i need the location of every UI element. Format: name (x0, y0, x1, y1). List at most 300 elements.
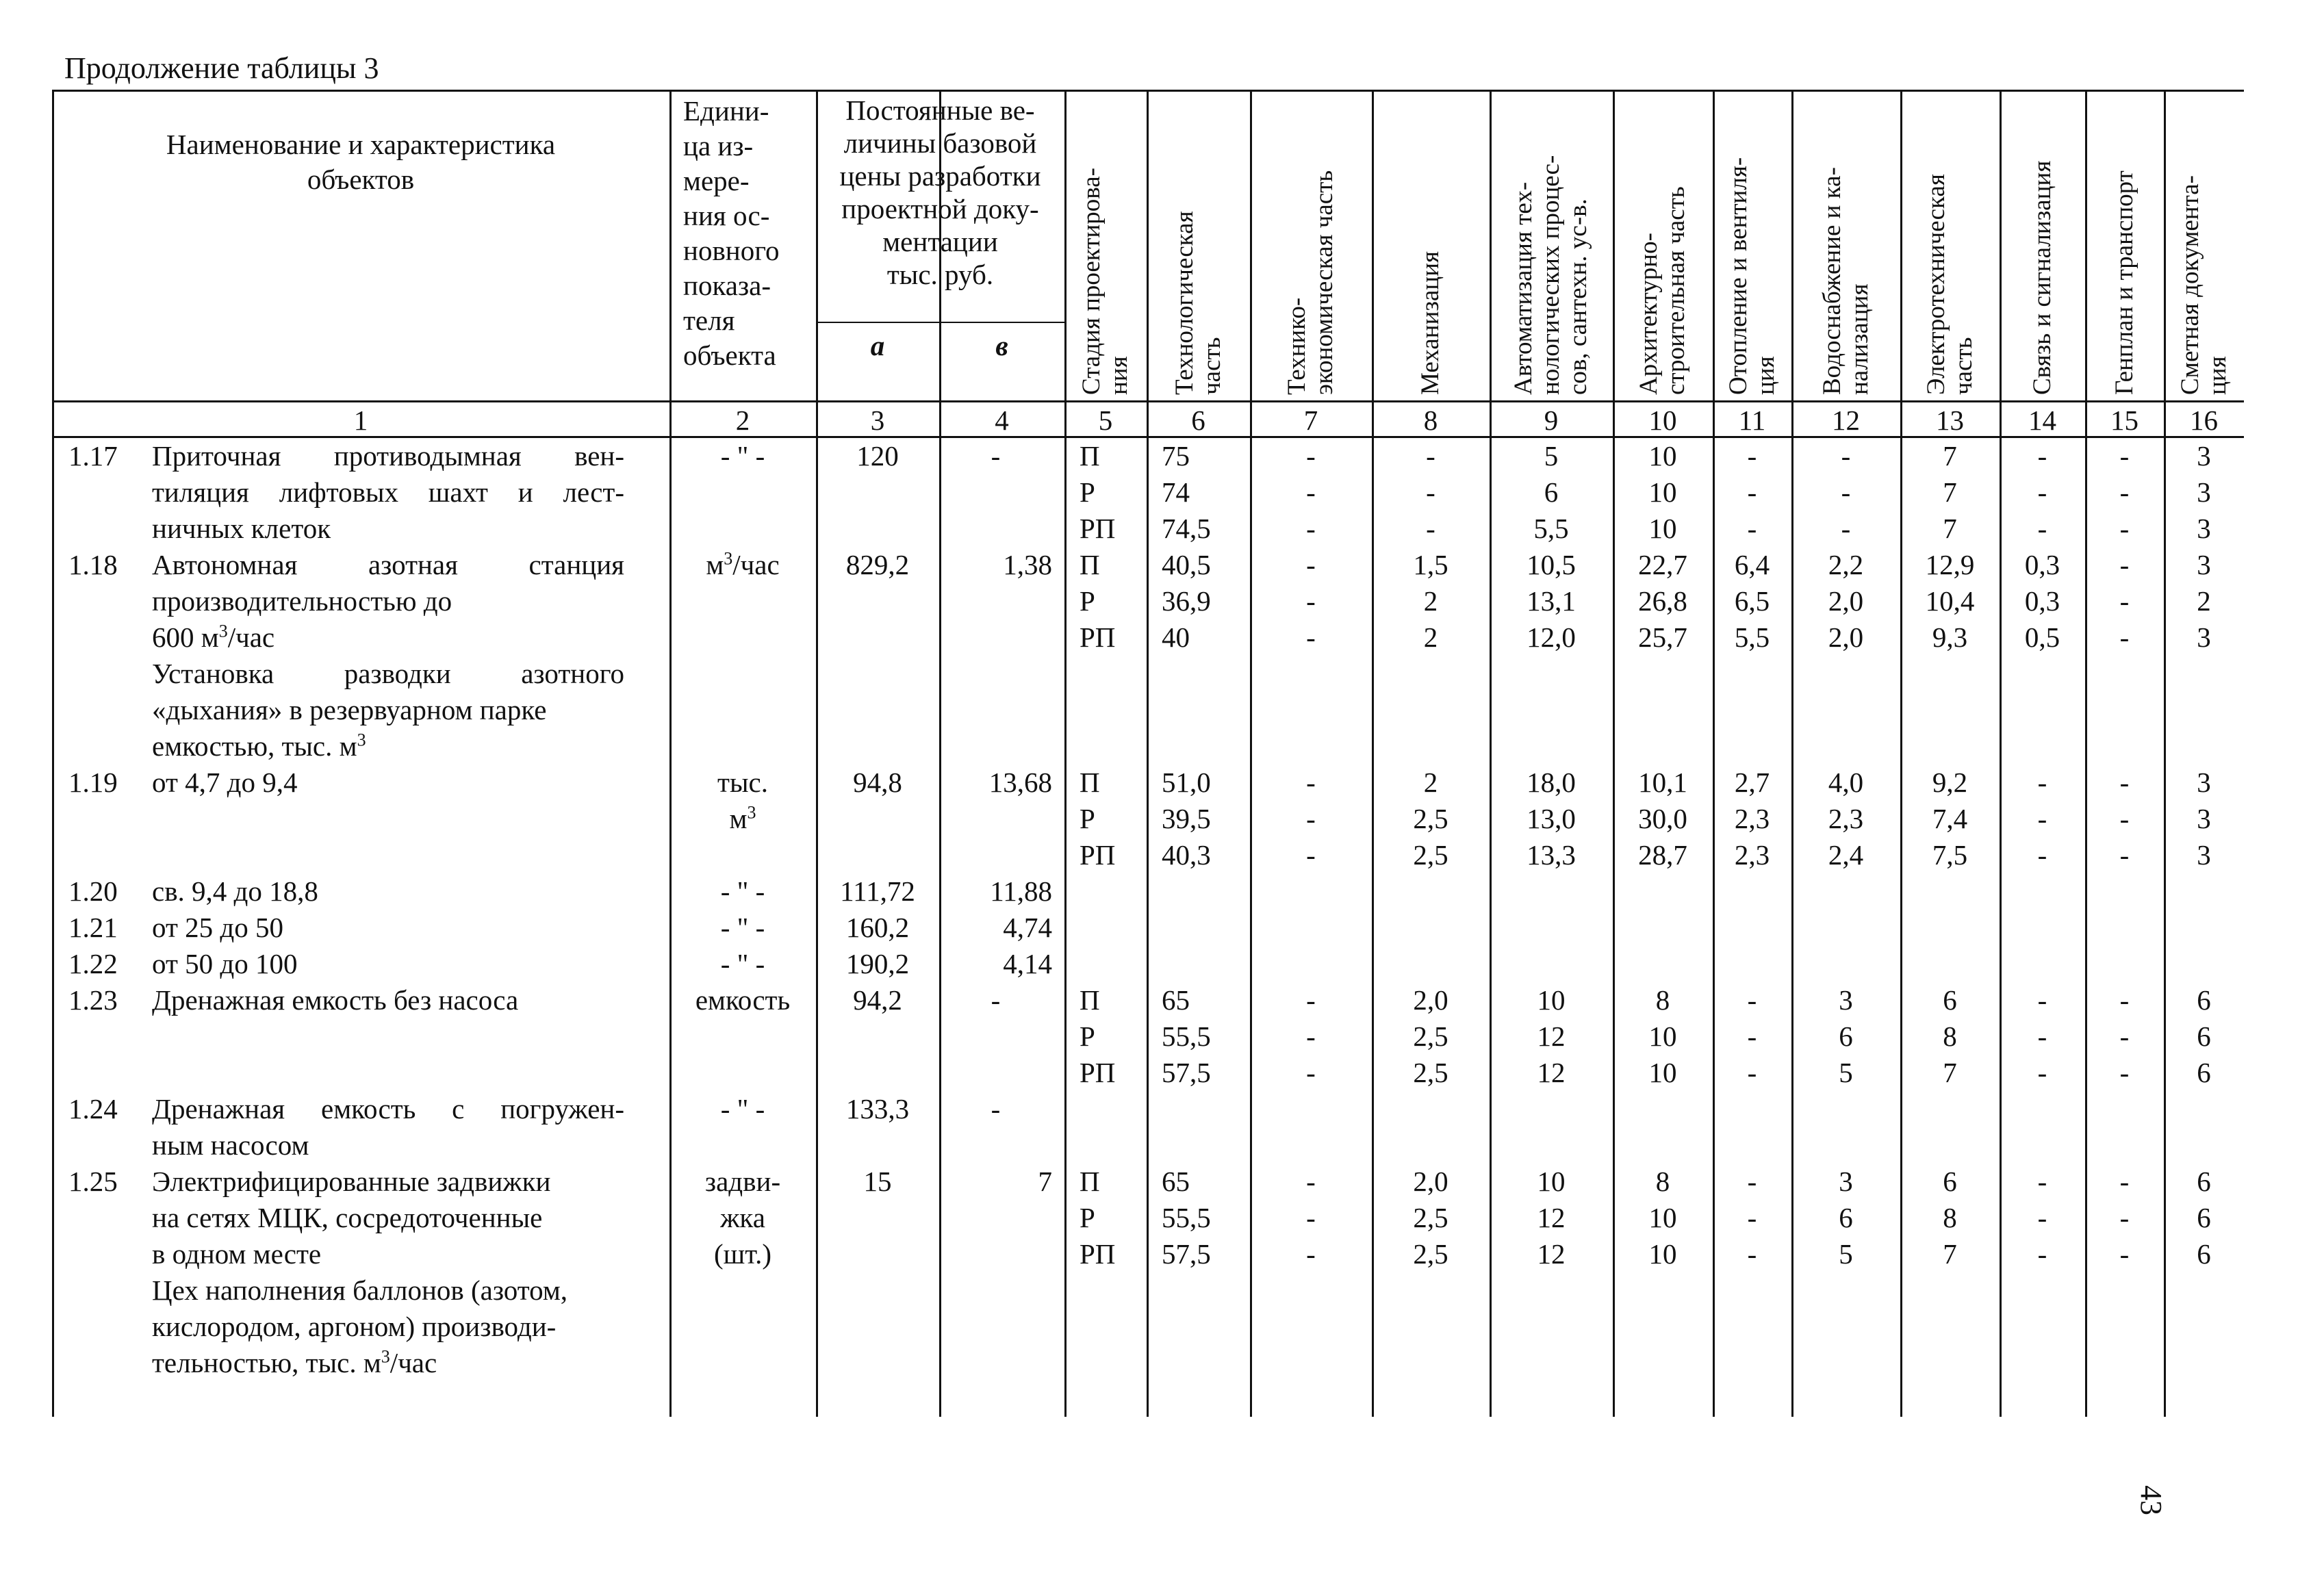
row-number: 1.20 (68, 875, 118, 907)
row-stage-cell: - (1306, 767, 1316, 798)
row-stage-cell: 3 (2197, 621, 2211, 653)
row-stage-cell: 6,4 (1734, 549, 1770, 580)
header-vertical-line: ция (2203, 356, 2232, 395)
row-stage-cell: - (2119, 1057, 2130, 1088)
column-number: 16 (2190, 405, 2218, 436)
header-unit-col (683, 94, 816, 373)
row-name-line: тельностью, тыс. $м^3$/час (152, 1346, 437, 1378)
header-vertical-label (1819, 167, 1874, 395)
row-stage-cell: 6 (1943, 984, 1957, 1016)
header-vertical-label (1078, 168, 1133, 395)
row-stage-cell: Р (1080, 476, 1095, 508)
row-stage-cell: 6 (2197, 1057, 2211, 1088)
row-stage-cell: 40,3 (1162, 839, 1211, 871)
row-stage-cell: Р (1080, 1020, 1095, 1052)
header-vertical-col (1492, 94, 1610, 395)
row-stage-cell: - (1747, 984, 1757, 1016)
header-unit-line: ния ос- (683, 200, 770, 231)
header-vertical-label (1171, 211, 1226, 395)
row-value-v: 13,68 (988, 767, 1052, 798)
column-rule (1064, 90, 1067, 1417)
row-stage-cell: 6 (2197, 1202, 2211, 1233)
row-unit: $м^3$/час (706, 548, 780, 580)
row-stage-cell: - (2037, 1202, 2047, 1233)
row-unit: тыс. (717, 767, 768, 798)
row-stage-cell: 5,5 (1533, 513, 1569, 544)
row-stage-cell: - (1306, 839, 1316, 871)
row-value-a: 94,2 (853, 984, 902, 1016)
header-const-line: Постоянные ве- (845, 94, 1035, 126)
row-stage-cell: 12 (1537, 1202, 1566, 1233)
row-stage-cell: 12,0 (1527, 621, 1576, 653)
row-stage-cell: - (2119, 803, 2130, 834)
row-name-line: Установка разводки азотного (152, 658, 624, 689)
header-name-col (52, 127, 669, 197)
row-name-line: ным насосом (152, 1129, 309, 1161)
row-stage-cell: - (2037, 839, 2047, 871)
row-number: 1.21 (68, 912, 118, 943)
header-vertical-line: часть (1949, 337, 1978, 395)
row-stage-cell: 1,5 (1413, 549, 1448, 580)
row-stage-cell: - (2119, 513, 2130, 544)
row-unit: (шт.) (714, 1238, 771, 1270)
page-title: Продолжение таблицы 3 (64, 51, 379, 85)
row-stage-cell: П (1080, 549, 1100, 580)
row-stage-cell: 57,5 (1162, 1057, 1211, 1088)
column-number: 15 (2110, 405, 2138, 436)
row-stage-cell: - (1747, 1057, 1757, 1088)
row-stage-cell: - (1306, 1238, 1316, 1270)
header-vertical-line: Технологическая (1170, 211, 1199, 395)
row-name-line: ничных клеток (152, 513, 331, 544)
header-vertical-col (2002, 94, 2082, 395)
row-name-line: тиляция лифтовых шахт и лест- (152, 476, 624, 508)
row-value-v: 1,38 (1003, 549, 1052, 580)
row-stage-cell: 55,5 (1162, 1202, 1211, 1233)
row-name-line: Приточная противодымная вен- (152, 440, 624, 472)
column-number: 10 (1648, 405, 1677, 436)
column-number: 2 (735, 405, 750, 436)
row-name-line: кислородом, аргоном) производи- (152, 1311, 557, 1342)
row-stage-cell: 3 (2197, 767, 2211, 798)
row-name-line: от 25 до 50 (152, 912, 283, 943)
header-vertical-line: Водоснабжение и ка- (1817, 167, 1846, 395)
row-stage-cell: 10 (1648, 440, 1677, 472)
row-stage-cell: 9,3 (1932, 621, 1968, 653)
row-stage-cell: - (2037, 1020, 2047, 1052)
header-vertical-line: сов, сантехн. ус-в. (1564, 198, 1592, 395)
row-stage-cell: - (1841, 440, 1851, 472)
header-vertical-line: Отопление и вентиля- (1724, 157, 1752, 395)
row-stage-cell: - (1306, 1020, 1316, 1052)
row-stage-cell: 40,5 (1162, 549, 1211, 580)
row-stage-cell: - (1747, 1166, 1757, 1197)
row-stage-cell: 2,5 (1413, 1057, 1448, 1088)
row-stage-cell: 6 (2197, 984, 2211, 1016)
header-vertical-line: Механизация (1416, 251, 1444, 395)
row-unit: - " - (720, 948, 765, 979)
row-value-v: 11,88 (990, 875, 1052, 907)
row-stage-cell: - (1306, 1057, 1316, 1088)
row-stage-cell: 55,5 (1162, 1020, 1211, 1052)
row-number: 1.17 (68, 440, 118, 472)
row-name-line: от 4,7 до 9,4 (152, 767, 298, 798)
header-vertical-label (2029, 161, 2056, 395)
row-stage-cell: РП (1080, 1238, 1116, 1270)
row-stage-cell: - (2119, 476, 2130, 508)
header-unit-line: объекта (683, 339, 776, 371)
row-stage-cell: 6 (1544, 476, 1559, 508)
row-stage-cell: 2,5 (1413, 1238, 1448, 1270)
row-unit: - " - (720, 912, 765, 943)
row-stage-cell: 6,5 (1734, 585, 1770, 617)
row-stage-cell: 8 (1943, 1020, 1957, 1052)
row-stage-cell: - (1747, 1202, 1757, 1233)
row-stage-cell: 74,5 (1162, 513, 1211, 544)
header-unit-line: показа- (683, 270, 771, 301)
row-stage-cell: 7 (1943, 476, 1957, 508)
row-stage-cell: 6 (1839, 1202, 1853, 1233)
row-stage-cell: - (1747, 1238, 1757, 1270)
row-stage-cell: 65 (1162, 1166, 1190, 1197)
row-stage-cell: 2 (2197, 585, 2211, 617)
row-stage-cell: - (1747, 476, 1757, 508)
row-unit: - " - (720, 1093, 765, 1125)
row-stage-cell: 30,0 (1638, 803, 1687, 834)
column-number: 8 (1423, 405, 1438, 436)
row-stage-cell: - (2119, 1020, 2130, 1052)
row-stage-cell: - (2119, 549, 2130, 580)
header-vertical-col (1616, 94, 1710, 395)
row-stage-cell: 12 (1537, 1020, 1566, 1052)
column-number: 13 (1936, 405, 1964, 436)
row-stage-cell: - (2119, 1202, 2130, 1233)
row-stage-cell: П (1080, 984, 1100, 1016)
header-vertical-label (2177, 175, 2232, 395)
header-vertical-line: Сметная документа- (2175, 175, 2204, 395)
row-name-line: от 50 до 100 (152, 948, 298, 979)
header-vertical-label (1635, 186, 1690, 395)
header-unit-line: мере- (683, 165, 750, 196)
row-stage-cell: - (2119, 440, 2130, 472)
row-value-v: - (991, 1093, 1001, 1125)
row-stage-cell: 28,7 (1638, 839, 1687, 871)
row-unit: жка (720, 1202, 765, 1233)
header-const-line: ментации (882, 226, 998, 257)
header-vertical-line: нализация (1845, 283, 1874, 395)
row-stage-cell: Р (1080, 1202, 1095, 1233)
row-stage-cell: 0,3 (2024, 585, 2060, 617)
row-stage-cell: 3 (2197, 839, 2211, 871)
row-stage-cell: 6 (1839, 1020, 1853, 1052)
row-stage-cell: - (1841, 513, 1851, 544)
row-stage-cell: Р (1080, 803, 1095, 834)
row-stage-cell: - (1306, 440, 1316, 472)
row-value-a: 94,8 (853, 767, 902, 798)
header-unit-line: новного (683, 235, 780, 266)
header-const-line: тыс. руб. (886, 259, 994, 290)
row-name-line: на сетях МЦК, сосредоточенные (152, 1202, 543, 1233)
header-sub-a: а (870, 330, 885, 361)
header-unit-line: ца из- (683, 130, 754, 162)
row-stage-cell: 13,3 (1527, 839, 1576, 871)
row-stage-cell: 2 (1423, 621, 1438, 653)
header-vertical-label (1725, 157, 1780, 395)
header-vertical-label (2111, 170, 2138, 395)
row-stage-cell: 7 (1943, 1057, 1957, 1088)
row-stage-cell: 8 (1655, 1166, 1670, 1197)
column-number: 3 (870, 405, 885, 436)
header-const-line: цены разработки (839, 160, 1041, 192)
row-stage-cell: 10 (1648, 1202, 1677, 1233)
row-stage-cell: - (1306, 549, 1316, 580)
row-stage-cell: 13,1 (1527, 585, 1576, 617)
header-const-line: личины базовой (843, 127, 1037, 159)
header-vertical-col (2088, 94, 2161, 395)
header-vertical-col (1253, 94, 1369, 395)
row-value-a: 120 (856, 440, 899, 472)
row-stage-cell: - (2037, 476, 2047, 508)
row-stage-cell: 2,3 (1734, 803, 1770, 834)
row-stage-cell: - (1747, 440, 1757, 472)
row-stage-cell: 3 (2197, 476, 2211, 508)
row-stage-cell: 2,5 (1413, 1020, 1448, 1052)
row-stage-cell: 7 (1943, 513, 1957, 544)
row-stage-cell: 36,9 (1162, 585, 1211, 617)
row-stage-cell: - (2037, 513, 2047, 544)
row-stage-cell: - (1747, 1020, 1757, 1052)
row-stage-cell: - (1306, 513, 1316, 544)
row-stage-cell: 3 (2197, 549, 2211, 580)
row-value-a: 15 (863, 1166, 892, 1197)
row-stage-cell: 3 (2197, 803, 2211, 834)
row-stage-cell: - (2119, 984, 2130, 1016)
row-stage-cell: 26,8 (1638, 585, 1687, 617)
row-stage-cell: - (1306, 585, 1316, 617)
header-vertical-line: Генплан и транспорт (2110, 170, 2138, 395)
row-name-line: Электрифицированные задвижки (152, 1166, 551, 1197)
row-stage-cell: 10,5 (1527, 549, 1576, 580)
row-stage-cell: РП (1080, 621, 1116, 653)
row-stage-cell: 18,0 (1527, 767, 1576, 798)
row-stage-cell: 5 (1544, 440, 1559, 472)
row-stage-cell: 10 (1648, 513, 1677, 544)
row-stage-cell: - (1426, 440, 1435, 472)
row-unit: - " - (720, 875, 765, 907)
row-stage-cell: 10 (1648, 476, 1677, 508)
header-const-line: проектной доку- (841, 193, 1039, 224)
header-vertical-line: нологических процес- (1537, 155, 1565, 395)
row-stage-cell: 10 (1648, 1238, 1677, 1270)
row-stage-cell: 9,2 (1932, 767, 1968, 798)
row-value-a: 111,72 (840, 875, 915, 907)
row-name-line: св. 9,4 до 18,8 (152, 875, 318, 907)
row-stage-cell: 10,1 (1638, 767, 1687, 798)
row-stage-cell: 0,5 (2024, 621, 2060, 653)
row-stage-cell: - (2119, 1166, 2130, 1197)
row-stage-cell: - (1841, 476, 1851, 508)
row-stage-cell: 2,5 (1413, 839, 1448, 871)
row-number: 1.18 (68, 549, 118, 580)
row-stage-cell: 40 (1162, 621, 1190, 653)
row-stage-cell: 7 (1943, 1238, 1957, 1270)
header-vertical-line: строительная часть (1662, 186, 1690, 395)
row-stage-cell: 2,0 (1413, 1166, 1448, 1197)
row-stage-cell: 10 (1648, 1057, 1677, 1088)
row-stage-cell: РП (1080, 513, 1116, 544)
row-stage-cell: 2 (1423, 767, 1438, 798)
row-stage-cell: 5,5 (1734, 621, 1770, 653)
header-vertical-line: Стадия проектирова- (1077, 168, 1106, 395)
row-stage-cell: - (2119, 839, 2130, 871)
row-stage-cell: 6 (2197, 1020, 2211, 1052)
header-const-col (816, 94, 1064, 291)
row-stage-cell: - (1747, 513, 1757, 544)
row-stage-cell: 51,0 (1162, 767, 1211, 798)
row-value-v: - (991, 984, 1001, 1016)
row-stage-cell: Р (1080, 585, 1095, 617)
row-stage-cell: - (2037, 1238, 2047, 1270)
header-vertical-line: Электротехническая (1921, 174, 1950, 395)
row-value-v: 4,74 (1003, 912, 1052, 943)
row-name-line: в одном месте (152, 1238, 322, 1270)
row-stage-cell: 10 (1648, 1020, 1677, 1052)
header-vertical-label (1923, 174, 1978, 395)
column-number: 5 (1098, 405, 1113, 436)
row-stage-cell: 10,4 (1925, 585, 1975, 617)
row-stage-cell: 3 (2197, 513, 2211, 544)
row-name-line: производительностью до (152, 585, 452, 617)
row-name-line: 600 $м^3$/час (152, 621, 275, 653)
header-vertical-line: Автоматизация тех- (1509, 181, 1537, 395)
row-stage-cell: - (2037, 984, 2047, 1016)
row-value-a: 829,2 (845, 549, 910, 580)
header-vertical-col (1794, 94, 1898, 395)
row-unit: емкость (695, 984, 791, 1016)
column-rule-a-v (939, 322, 941, 1417)
row-stage-cell: 2,2 (1828, 549, 1864, 580)
column-number: 7 (1303, 405, 1318, 436)
row-value-v: 7 (1038, 1166, 1052, 1197)
header-name-line: Наименование и характеристика (166, 129, 556, 160)
header-vertical-line: экономическая часть (1310, 170, 1338, 395)
row-stage-cell: 12,9 (1925, 549, 1975, 580)
row-number: 1.24 (68, 1093, 118, 1125)
row-stage-cell: 13,0 (1527, 803, 1576, 834)
row-name-line: емкостью, тыс. $м^3$ (152, 730, 366, 762)
row-stage-cell: - (2037, 767, 2047, 798)
row-stage-cell: 2,7 (1734, 767, 1770, 798)
row-stage-cell: - (2119, 585, 2130, 617)
header-vertical-line: ния (1105, 356, 1133, 395)
row-stage-cell: - (1426, 476, 1435, 508)
column-rule (1147, 90, 1149, 1417)
page-number: 43 (2134, 1485, 2168, 1515)
row-stage-cell: 2,0 (1828, 585, 1864, 617)
row-stage-cell: 2,0 (1828, 621, 1864, 653)
row-name-line: Дренажная емкость без насоса (152, 984, 519, 1016)
row-stage-cell: 3 (1839, 1166, 1853, 1197)
row-stage-cell: - (2119, 621, 2130, 653)
column-number: 11 (1738, 405, 1766, 436)
row-stage-cell: 6 (1943, 1166, 1957, 1197)
header-name-line: объектов (307, 164, 415, 195)
row-stage-cell: 3 (2197, 440, 2211, 472)
row-value-a: 190,2 (845, 948, 910, 979)
row-stage-cell: - (1306, 984, 1316, 1016)
header-vertical-col (1149, 94, 1247, 395)
column-number: 12 (1832, 405, 1860, 436)
row-stage-cell: РП (1080, 1057, 1116, 1088)
row-stage-cell: - (2037, 803, 2047, 834)
row-unit: $м^3$ (729, 802, 756, 834)
row-stage-cell: - (2037, 440, 2047, 472)
row-stage-cell: 5 (1839, 1057, 1853, 1088)
column-rule (52, 90, 54, 1417)
row-stage-cell: РП (1080, 839, 1116, 871)
header-vertical-label (1284, 170, 1338, 395)
header-vertical-col (1067, 94, 1144, 395)
header-unit-line: теля (683, 305, 735, 336)
header-vertical-line: Архитектурно- (1635, 233, 1663, 395)
header-vertical-col (1903, 94, 1997, 395)
row-stage-cell: 8 (1655, 984, 1670, 1016)
row-stage-cell: 7,5 (1932, 839, 1968, 871)
row-stage-cell: 12 (1537, 1057, 1566, 1088)
row-stage-cell: П (1080, 1166, 1100, 1197)
row-stage-cell: 2,3 (1734, 839, 1770, 871)
row-stage-cell: 12 (1537, 1238, 1566, 1270)
row-stage-cell: П (1080, 440, 1100, 472)
row-stage-cell: 8 (1943, 1202, 1957, 1233)
column-number: 14 (2028, 405, 2056, 436)
row-stage-cell: 10 (1537, 984, 1566, 1016)
row-value-v: 4,14 (1003, 948, 1052, 979)
header-vertical-col (1715, 94, 1789, 395)
row-stage-cell: П (1080, 767, 1100, 798)
row-stage-cell: 6 (2197, 1238, 2211, 1270)
row-stage-cell: 2,5 (1413, 1202, 1448, 1233)
row-stage-cell: - (2119, 767, 2130, 798)
header-sub-v: в (995, 330, 1008, 361)
row-stage-cell: 22,7 (1638, 549, 1687, 580)
row-stage-cell: 39,5 (1162, 803, 1211, 834)
row-number: 1.23 (68, 984, 118, 1016)
row-stage-cell: 2,4 (1828, 839, 1864, 871)
row-stage-cell: 2,5 (1413, 803, 1448, 834)
row-number: 1.19 (68, 767, 118, 798)
row-stage-cell: - (1306, 803, 1316, 834)
row-stage-cell: - (2037, 1057, 2047, 1088)
row-stage-cell: 2 (1423, 585, 1438, 617)
header-unit-line: Едини- (683, 95, 769, 127)
column-number: 4 (995, 405, 1009, 436)
row-stage-cell: 0,3 (2024, 549, 2060, 580)
row-value-a: 133,3 (845, 1093, 910, 1125)
column-number: 9 (1544, 405, 1559, 436)
header-vertical-line: Связь и сигнализация (2028, 160, 2056, 395)
row-stage-cell: - (2119, 1238, 2130, 1270)
row-stage-cell: 7 (1943, 440, 1957, 472)
row-stage-cell: - (2037, 1166, 2047, 1197)
header-vertical-col (2167, 94, 2241, 395)
row-name-line: Автономная азотная станция (152, 549, 624, 580)
header-vertical-label (1510, 155, 1592, 395)
row-stage-cell: 2,0 (1413, 984, 1448, 1016)
row-stage-cell: 75 (1162, 440, 1190, 472)
row-stage-cell: 10 (1537, 1166, 1566, 1197)
row-stage-cell: - (1426, 513, 1435, 544)
